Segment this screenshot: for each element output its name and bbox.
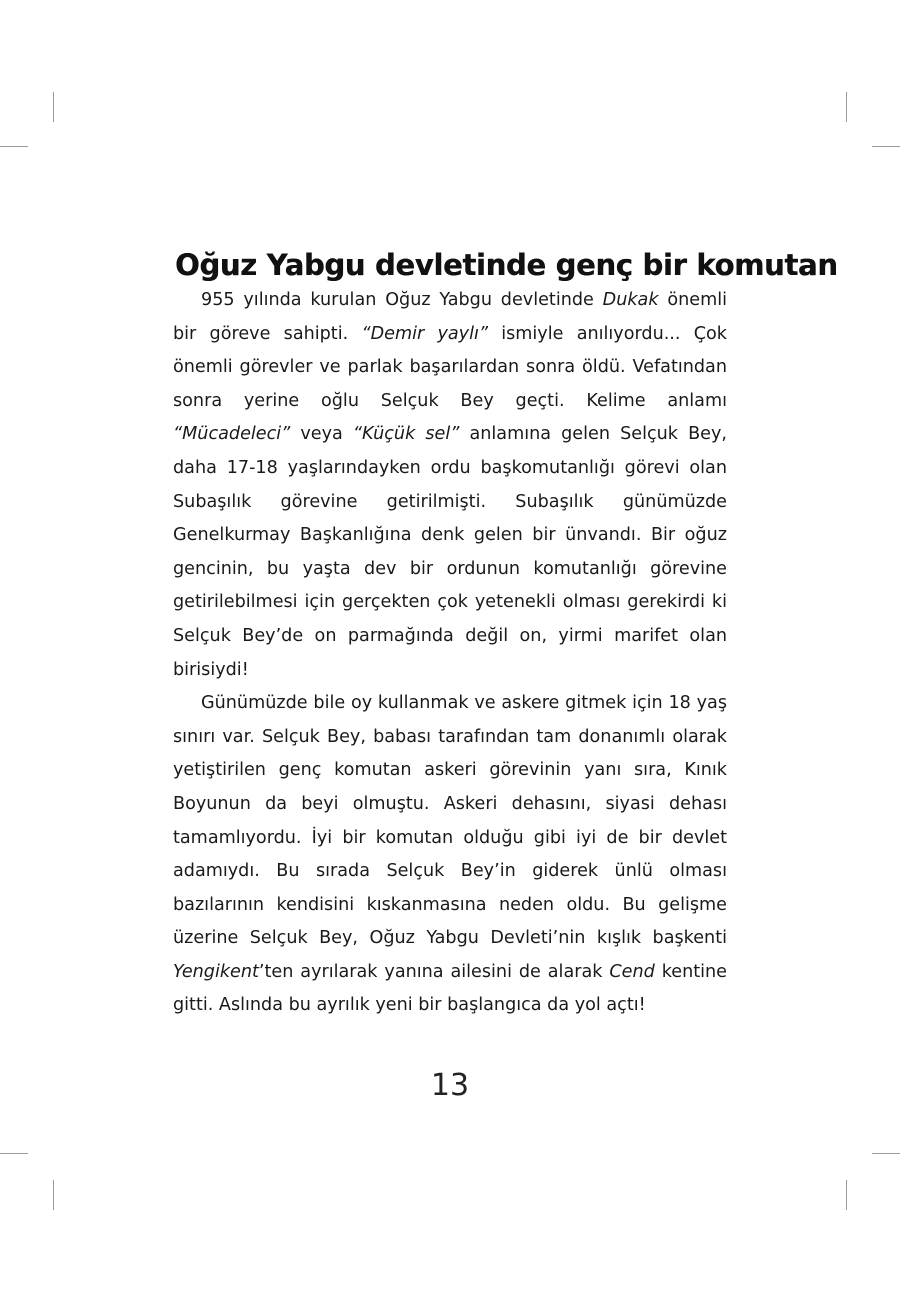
italic-term: Dukak <box>602 290 659 310</box>
text-run: anlamına gelen Selçuk Bey, daha 17-18 yaşlarındayken ordu başkomutanlığı görevi olan Subaşılık görevine getirilmişti. Subaşılık günümüzde Genelkurmay Başkanlığına denk gelen bir ünvandı. Bir oğuz gencinin, bu yaşta dev bir ordunun komutanlığı görevine getirilebilmesi için gerçekten çok yetenekli olması gerekirdi ki Selçuk Bey’de on parmağında değil on, yirmi marifet olan birisiydi! <box>173 424 727 680</box>
crop-mark-top-left-vertical <box>53 92 54 122</box>
crop-mark-top-left-horizontal <box>0 146 28 147</box>
text-run: ’ten ayrılarak yanına ailesini de alarak <box>258 961 610 982</box>
italic-term: “Küçük sel” <box>352 424 460 445</box>
crop-mark-bottom-left-vertical <box>53 1180 54 1210</box>
text-run: kentine gitti. Aslında bu ayrılık yeni bir başlangıca da yol açtı! <box>173 961 728 1016</box>
crop-mark-bottom-left-horizontal <box>0 1153 28 1154</box>
text-run: ismiyle anılıyordu... Çok önemli görevler ve parlak başarılardan sonra öldü. Vefatından sonra yerine oğlu Selçuk Bey geçti. Kelime anlamı <box>173 323 727 411</box>
italic-term: Cend <box>609 961 655 982</box>
crop-mark-top-right-vertical <box>846 92 847 122</box>
text-run: Günümüzde bile oy kullanmak ve askere gitmek için 18 yaş sınırı var. Selçuk Bey, babası tarafından tam donanımlı olarak yetiştirilen genç komutan askeri görevinin yanı sıra, Kınık Boyunun da beyi olmuştu. Askeri dehasını, siyasi dehası tamamlıyordu. İyi bir komutan olduğu gibi iyi de bir devlet adamıydı. Bu sırada Selçuk Bey’in giderek ünlü olması bazılarının kendisini kıskanmasına neden oldu. Bu gelişme üzerine Selçuk Bey, Oğuz Yabgu Devleti’nin kışlık başkenti <box>173 693 727 949</box>
text-run: veya <box>290 424 353 445</box>
paragraph-1 <box>173 284 727 687</box>
crop-mark-top-right-horizontal <box>872 146 900 147</box>
crop-mark-bottom-right-vertical <box>846 1180 847 1210</box>
text-run: 955 yılında kurulan Oğuz Yabgu devletinde <box>201 290 603 310</box>
italic-term: Yengikent <box>173 961 259 982</box>
text-run: önemli bir göreve sahipti. <box>173 290 727 344</box>
page-title: Oğuz Yabgu devletinde genç bir komutan <box>175 248 838 282</box>
page-number: 13 <box>430 1068 470 1103</box>
italic-term: “Mücadeleci” <box>173 424 291 445</box>
paragraph-2 <box>173 687 727 1023</box>
crop-mark-bottom-right-horizontal <box>872 1153 900 1154</box>
page-body <box>173 248 838 1023</box>
italic-term: “Demir yaylı” <box>361 323 488 344</box>
